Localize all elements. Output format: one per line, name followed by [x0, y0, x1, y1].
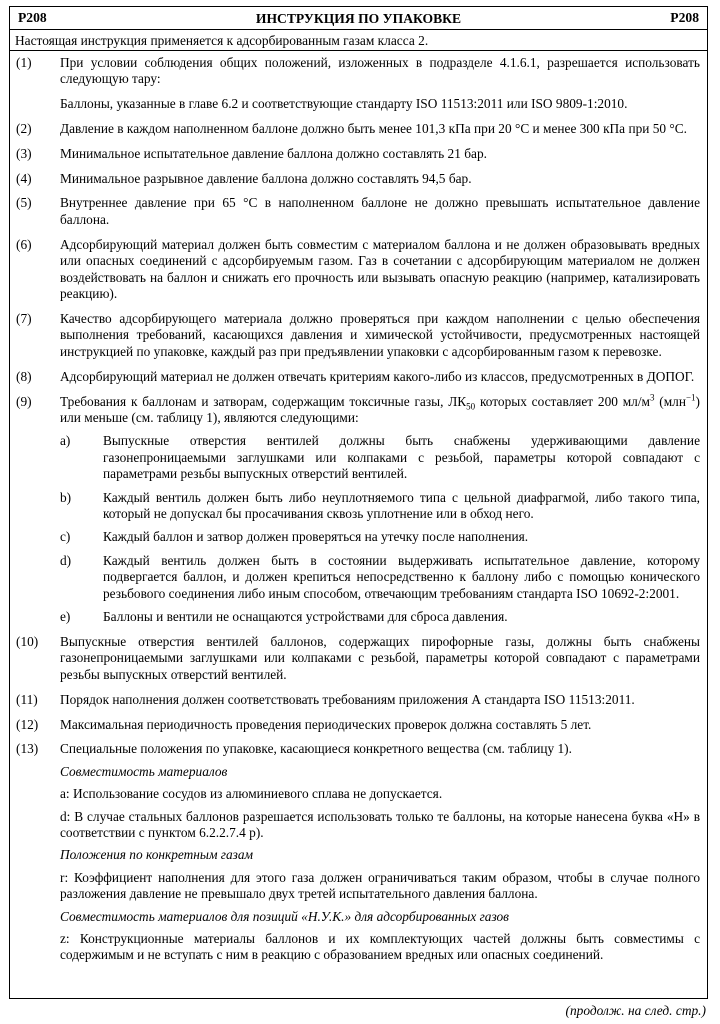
item-3: [16, 146, 700, 162]
item-number: (8): [16, 368, 32, 384]
continued-note: (продолж. на след. стр.): [565, 1003, 706, 1018]
item-number: (9): [16, 393, 32, 409]
provision-z: z: Конструкционные материалы баллонов и их комплектующих частей должны быть совместимы с содержимым и не вступать с ним в реакцию с образованием вредных или опасных соединений.: [60, 931, 700, 963]
subheading-gases: Положения по конкретным газам: [60, 847, 254, 863]
sub-item-d: d) Каждый вентиль должен быть в состоянии выдерживать испытательное давление, которому подвергается баллон, и должен крепиться непосредственно к баллону либо с помощью конического резьбового соединения либо иным способом, отвечающим требованиям стандарта ISO 10692-2:2001.: [60, 552, 700, 601]
item-6: [16, 237, 700, 303]
item-number: (12): [16, 716, 39, 732]
item-text: Порядок наполнения должен соответствовать требованиям приложения А стандарта ISO 11513:2011.: [60, 691, 635, 707]
code-right: P208: [670, 10, 699, 25]
item-5: [16, 195, 700, 228]
item-1: [16, 55, 700, 112]
instruction-frame: [9, 6, 708, 999]
header-row: [10, 7, 707, 30]
item-number: (7): [16, 310, 32, 326]
item-number: (3): [16, 145, 32, 161]
item-text: При условии соблюдения общих положений, изложенных в подразделе 4.1.6.1, разрешается использовать следующую тару:: [60, 55, 700, 87]
item-number: (1): [16, 55, 32, 70]
provision-d: d: В случае стальных баллонов разрешается использовать только те баллоны, на которые нанесена буква «H» в соответствии с пунктом 6.2.2.7.4 p).: [60, 808, 700, 841]
item-number: (5): [16, 195, 32, 211]
item-9: [16, 394, 700, 626]
sub-item-e: e) Баллоны и вентили не оснащаются устройствами для сброса давления.: [60, 608, 508, 624]
instruction-body: [10, 51, 707, 964]
item-text: Адсорбирующий материал должен быть совместим с материалом баллона и не должен образовывать вредных или опасных соединений с адсорбируемым газом. Газ в сочетании с адсорбирующим материалом не должен воздействовать на баллон и снижать его прочность или вызывать опасную реакцию (например, катализировать реакцию).: [60, 236, 700, 301]
subheading-nos: Совместимость материалов для позиций «Н.У.К.» для адсорбированных газов: [60, 908, 509, 924]
sub-item-c: c) Каждый баллон и затвор должен проверяться на утечку после наполнения.: [60, 529, 529, 545]
provision-a: a: Использование сосудов из алюминиевого сплава не допускается.: [60, 786, 443, 802]
item-text: Требования к баллонам и затворам, содержащим токсичные газы, $ЛК_{50}$ которых составляет 200 $мл/м^3$ (млн$^{-1}$) или меньше (см. таблицу 1), являются следующими:: [60, 392, 700, 425]
item-text: Давление в каждом наполненном баллоне должно быть менее 101,3 кПа при 20 °C и менее 300 кПа при 50 °C.: [60, 120, 687, 136]
sub-item-b: b) Каждый вентиль должен быть либо неуплотняемого типа с цельной диафрагмой, либо такого типа, который не допускал бы просачивания сквозь уплотнение или в обход него.: [60, 489, 700, 521]
item-text: Минимальное испытательное давление баллона должно составлять 21 бар.: [60, 145, 487, 161]
item-text: Специальные положения по упаковке, касающиеся конкретного вещества (см. таблицу 1).: [60, 741, 572, 757]
item-text: Качество адсорбирующего материала должно проверяться при каждом наполнении с целью обеспечения выполнения требований, касающихся давления и химической устойчивости, предусмотренных настоящей инструкцией по упаковке, каждый раз при предъявлении упаковки с адсорбированным газом к перевозке.: [60, 310, 700, 359]
provision-r: r: Коэффициент наполнения для этого газа должен ограничиваться таким образом, чтобы в случае полного разложения давление не превышало двух третей испытательного давления баллона.: [60, 869, 700, 902]
item-number: (6): [16, 236, 32, 252]
item-number: (10): [16, 633, 39, 649]
intro-text: Настоящая инструкция применяется к адсорбированным газам класса 2.: [10, 30, 707, 51]
item-2: [16, 121, 700, 137]
item-7: [16, 311, 700, 360]
item-4: [16, 171, 700, 187]
code-left: P208: [18, 10, 47, 25]
page-title: ИНСТРУКЦИЯ ПО УПАКОВКЕ: [255, 11, 462, 26]
sub-item-a: a) Выпускные отверстия вентилей должны быть снабжены удерживающими давление газонепроницаемыми заглушками или колпаками с резьбой, параметры которой совпадают с параметрами резьбы выпускных отверстий вентилей.: [60, 433, 700, 482]
item-8: [16, 369, 700, 385]
item-10: [16, 634, 700, 683]
item-text: Адсорбирующий материал не должен отвечать критериям какого-либо из классов, предусмотренных в ДОПОГ.: [60, 368, 695, 384]
item-number: (13): [16, 741, 39, 757]
item-12: [16, 717, 700, 733]
item-13: [16, 741, 700, 963]
item-text: Внутреннее давление при 65 °C в наполненном баллоне не должно превышать испытательное давление баллона.: [60, 195, 700, 227]
subheading-materials: Совместимость материалов: [60, 763, 228, 779]
item-11: [16, 692, 700, 708]
item-text-2: Баллоны, указанные в главе 6.2 и соответствующие стандарту ISO 11513:2011 или ISO 9809-1:2010.: [60, 95, 628, 111]
item-number: (11): [16, 691, 38, 707]
item-text: Максимальная периодичность проведения периодических проверок должна составлять 5 лет.: [60, 716, 592, 732]
item-number: (4): [16, 170, 32, 186]
item-text: Минимальное разрывное давление баллона должно составлять 94,5 бар.: [60, 170, 472, 186]
item-number: (2): [16, 120, 32, 136]
item-text: Выпускные отверстия вентилей баллонов, содержащих пирофорные газы, должны быть снабжены газонепроницаемыми заглушками или колпаками с резьбой, параметры которой совпадают с параметрами резьбы выпускных отверстий вентилей.: [60, 633, 700, 682]
